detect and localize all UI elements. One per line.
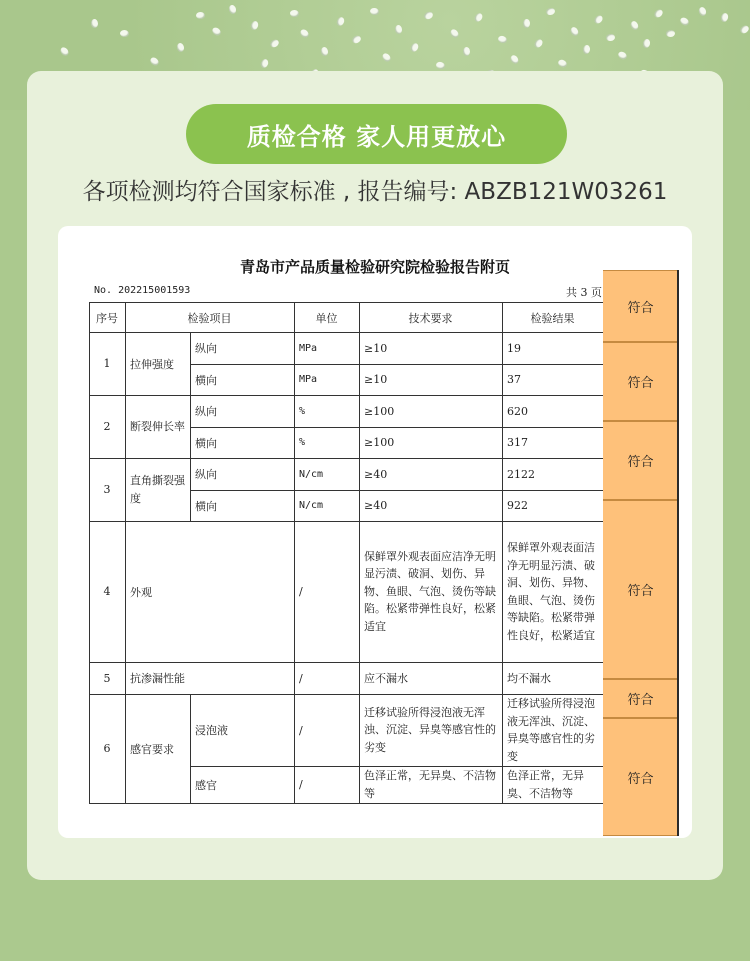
row-sub-item: 横向	[195, 499, 217, 513]
row-unit: /	[299, 671, 303, 685]
table-line	[294, 302, 295, 803]
row-item: 抗渗漏性能	[130, 672, 185, 685]
page-count: 共 3 页	[566, 286, 602, 299]
row-result: 620	[507, 404, 528, 418]
subtitle: 各项检测均符合国家标准 , 报告编号: ABZB121W03261	[82, 179, 668, 205]
row-sub-item: 感官	[195, 778, 217, 792]
row-result: 色泽正常，无异臭、不洁物等	[507, 769, 584, 800]
row-item: 感官要求	[130, 742, 174, 756]
table-line	[89, 521, 603, 522]
table-line	[89, 395, 603, 396]
table-line	[190, 332, 191, 521]
verdict-badge: 符合	[603, 679, 678, 718]
verdict-column-edge	[677, 270, 679, 836]
row-item: 断裂伸长率	[130, 419, 185, 433]
row-requirement: ≥10	[364, 341, 388, 355]
header-item: 检验项目	[187, 311, 232, 325]
row-requirement: 色泽正常，无异臭、不洁物等	[364, 769, 496, 800]
table-line	[125, 302, 126, 803]
row-unit: /	[299, 778, 303, 791]
header-no: 序号	[96, 311, 118, 325]
row-unit: N/cm	[299, 500, 324, 511]
verdict-badge: 符合	[603, 270, 678, 342]
header-unit: 单位	[315, 311, 338, 325]
row-no: 6	[103, 742, 111, 755]
header-requirement: 技术要求	[408, 311, 453, 325]
row-result: 19	[507, 341, 521, 355]
row-result: 2122	[507, 467, 535, 481]
row-sub-item: 纵向	[195, 468, 217, 481]
row-requirement: 应不漏水	[364, 672, 408, 685]
row-sub-item: 纵向	[195, 405, 217, 418]
row-item: 直角撕裂强度	[130, 474, 185, 505]
row-unit: %	[299, 437, 306, 448]
row-item: 外观	[130, 585, 152, 599]
row-result: 922	[507, 499, 528, 512]
row-requirement: 迁移试验所得浸泡液无浑浊、沉淀、异臭等感官性的劣变	[364, 705, 496, 754]
table-line	[89, 662, 603, 663]
row-result: 37	[507, 373, 521, 386]
verdict-badge: 符合	[603, 500, 678, 679]
table-line	[359, 302, 360, 803]
table-line	[502, 302, 503, 803]
row-no: 3	[103, 483, 111, 496]
row-result: 保鲜罩外观表面洁净无明显污渍、破洞、划伤、异物、鱼眼、气泡、烫伤等缺陷。松紧带弹性良好，松紧适宜	[507, 541, 595, 642]
row-unit: MPa	[299, 342, 318, 354]
table-line	[89, 302, 603, 303]
headline-pill: 质检合格 家人用更放心	[186, 104, 567, 164]
header-result: 检验结果	[530, 311, 575, 325]
verdict-badge: 符合	[603, 718, 678, 836]
table-line	[89, 458, 603, 459]
row-no: 1	[103, 357, 111, 370]
row-result: 迁移试验所得浸泡液无浑浊、沉淀、异臭等感官性的劣变	[507, 697, 595, 763]
table-line	[190, 490, 603, 491]
row-requirement: ≥100	[364, 404, 395, 418]
table-line	[190, 694, 191, 803]
rice-grain	[463, 47, 470, 56]
table-line	[89, 694, 603, 695]
row-requirement: ≥40	[364, 499, 388, 512]
row-sub-item: 横向	[195, 373, 217, 387]
row-no: 5	[103, 671, 111, 685]
row-sub-item: 纵向	[195, 342, 217, 355]
row-unit: %	[299, 405, 306, 417]
row-unit: N/cm	[299, 468, 324, 480]
table-line	[89, 332, 603, 333]
report-number: No. 202215001593	[94, 285, 191, 296]
row-no: 4	[103, 585, 111, 598]
row-requirement: ≥40	[364, 467, 388, 481]
row-requirement: 保鲜罩外观表面应洁净无明显污渍、破洞、划伤、异物、鱼眼、气泡、烫伤等缺陷。松紧带弹性良好，松紧适宜	[364, 549, 496, 633]
verdict-badge: 符合	[603, 342, 678, 421]
row-sub-item: 浸泡液	[195, 724, 228, 737]
table-line	[89, 803, 603, 804]
verdict-badge: 符合	[603, 421, 678, 500]
row-result: 317	[507, 436, 528, 449]
row-unit: MPa	[299, 374, 318, 385]
row-unit: /	[299, 723, 303, 737]
rice-grain	[196, 12, 205, 19]
row-requirement: ≥10	[364, 373, 388, 386]
report-title: 青岛市产品质量检验研究院检验报告附页	[239, 258, 510, 276]
row-requirement: ≥100	[364, 436, 395, 449]
table-line	[190, 427, 603, 428]
row-result: 均不漏水	[507, 672, 551, 685]
row-sub-item: 横向	[195, 436, 217, 450]
table-line	[89, 302, 90, 803]
row-item: 拉伸强度	[130, 357, 174, 371]
row-no: 2	[103, 420, 111, 433]
table-line	[190, 364, 603, 365]
table-line	[190, 766, 603, 767]
row-unit: /	[299, 585, 303, 598]
